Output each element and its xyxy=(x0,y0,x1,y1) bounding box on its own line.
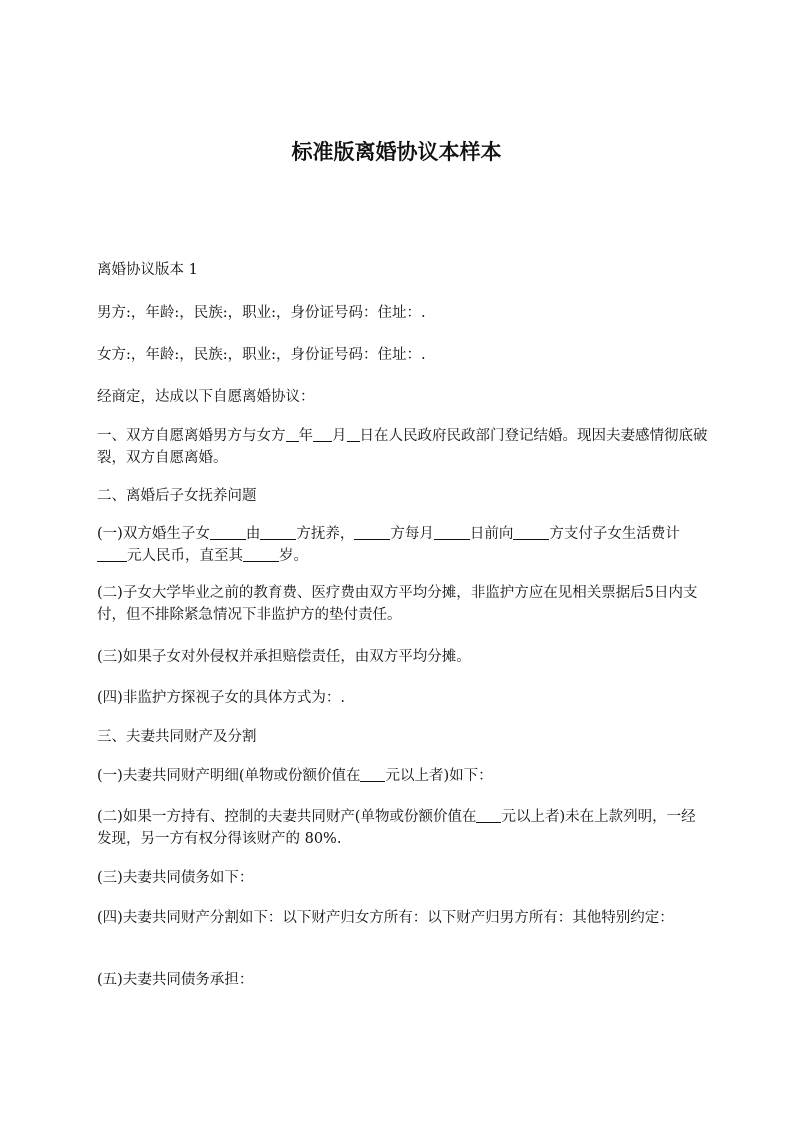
blank xyxy=(210,524,246,540)
blank xyxy=(476,807,501,823)
blank xyxy=(313,426,332,442)
blank xyxy=(243,546,279,562)
clause-2-2: (二)子女大学毕业之前的教育费、医疗费由双方平均分摊，非监护方应在见相关票据后5日内支付，但不排除紧急情况下非监护方的垫付责任。 xyxy=(97,585,698,623)
blank xyxy=(354,524,390,540)
clause-2-3: (三)如果子女对外侵权并承担赔偿责任，由双方平均分摊。 xyxy=(97,649,471,665)
clause-3-3: (三)夫妻共同债务如下： xyxy=(97,870,254,886)
clause-3-1: (一)夫妻共同财产明细(单物或份额价值在 元以上者)如下： xyxy=(97,768,493,784)
clause-3-5: (五)夫妻共同债务承担： xyxy=(97,972,254,988)
blank xyxy=(286,426,299,442)
man-info: 男方:，年龄:，民族:，职业:，身份证号码：住址：. xyxy=(97,305,426,321)
woman-info: 女方:，年龄:，民族:，职业:，身份证号码：住址：. xyxy=(97,347,426,363)
clause-1: 一、双方自愿离婚男方与女方 年 月 日在人民政府民政部门登记结婚。现因夫妻感情彻底破裂，双方自愿离婚。 xyxy=(97,428,708,466)
blank xyxy=(97,546,127,562)
clause-3-4: (四)夫妻共同财产分割如下：以下财产归女方所有：以下财产归男方所有：其他特别约定： xyxy=(97,910,674,926)
blank xyxy=(434,524,470,540)
version-heading: 离婚协议版本 1 xyxy=(97,262,198,278)
clause-3-2: (二)如果一方持有、控制的夫妻共同财产(单物或份额价值在 元以上者)未在上款列明，一经发现，另一方有权分得该财产的 80%. xyxy=(97,809,696,847)
section-2-heading: 二、离婚后子女抚养问题 xyxy=(97,488,257,504)
blank xyxy=(260,524,296,540)
clause-2-4: (四)非监护方探视子女的具体方式为：. xyxy=(97,690,345,706)
agreement-intro: 经商定，达成以下自愿离婚协议： xyxy=(97,389,315,405)
blank xyxy=(513,524,549,540)
blank xyxy=(360,766,385,782)
blank xyxy=(347,426,360,442)
section-3-heading: 三、夫妻共同财产及分割 xyxy=(97,729,257,745)
clause-2-1: (一)双方婚生子女 由 方抚养， 方每月 日前向 方支付子女生活费计元人民币，直至其 岁。 xyxy=(97,526,680,564)
page-title: 标准版离婚协议本样本 xyxy=(291,140,502,164)
